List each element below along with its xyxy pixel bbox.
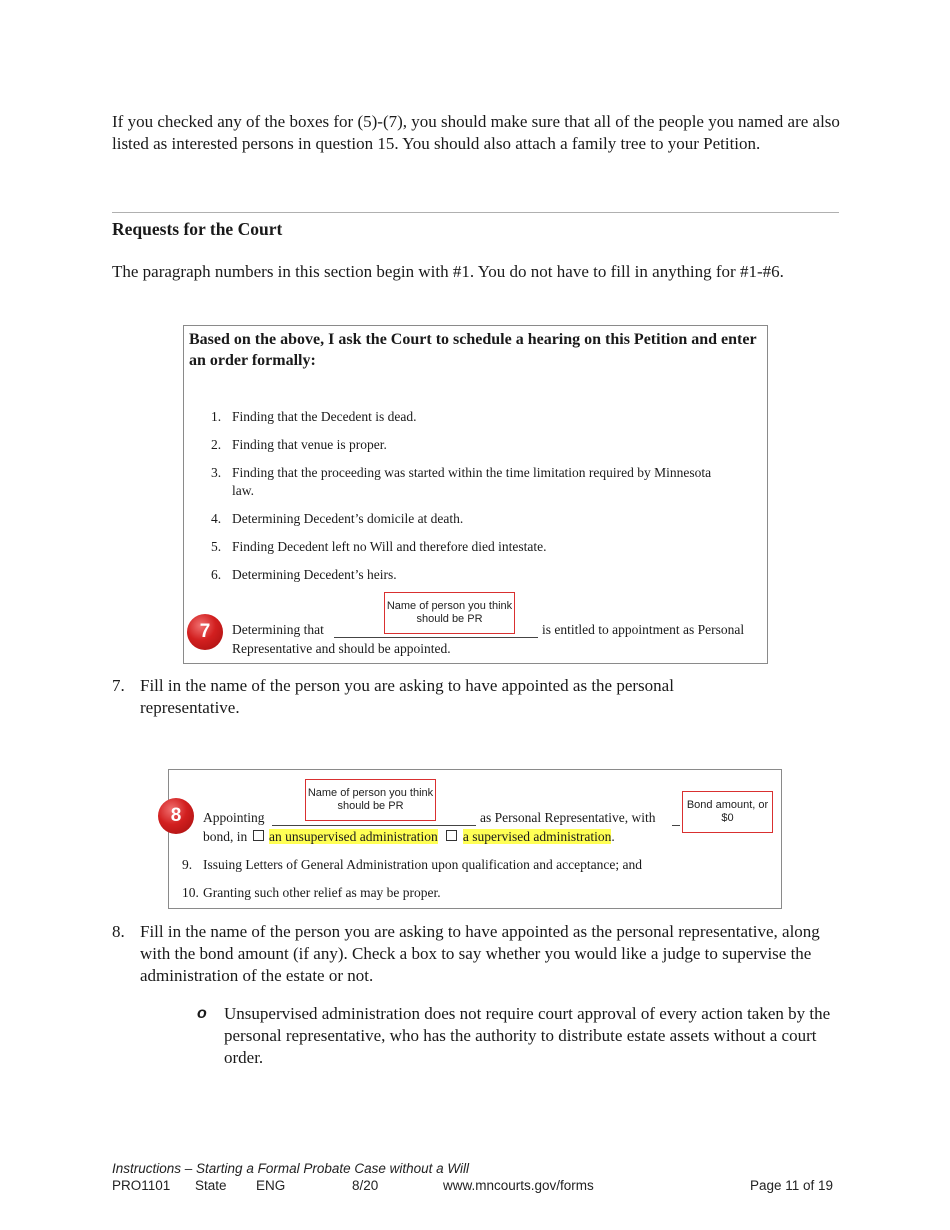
name-callout: Name of person you think should be PR: [384, 592, 515, 634]
bond-in-label: bond, in: [203, 829, 248, 844]
footer-url[interactable]: www.mncourts.gov/forms: [443, 1178, 594, 1193]
bond-callout: Bond amount, or $0: [682, 791, 773, 833]
list-item: Determining Decedent’s heirs.: [232, 567, 397, 582]
item7-suffix: is entitled to appointment as Personal: [542, 622, 745, 637]
petition-excerpt-box-1: [183, 325, 768, 664]
supervised-option: a supervised administration: [462, 829, 612, 844]
instruction-8-number: 8.: [112, 922, 125, 941]
intro-paragraph: If you checked any of the boxes for (5)-(7), you should make sure that all of the people you named are also listed as interested persons in question 15. You should also attach a family tree to your Petition.: [112, 112, 840, 153]
as-pr-label: as Personal Representative, with: [480, 810, 656, 825]
bond-options-line: [203, 828, 615, 846]
footer-title: Instructions – Starting a Formal Probate Case without a Will: [112, 1161, 470, 1176]
list-item: Granting such other relief as may be proper.: [203, 885, 441, 900]
step-7-badge: 7: [187, 614, 223, 650]
name-blank-line[interactable]: [272, 825, 476, 826]
unsupervised-checkbox[interactable]: [253, 830, 264, 841]
section-title: Requests for the Court: [112, 219, 283, 239]
footer-date: 8/20: [352, 1178, 379, 1193]
bullet-text: Unsupervised administration does not require court approval of every action taken by the personal representative, who has the authority to distribute estate assets without a court order.: [224, 1004, 831, 1067]
box1-heading: Based on the above, I ask the Court to schedule a hearing on this Petition and enter an order formally:: [189, 331, 757, 369]
list-item: Finding that venue is proper.: [232, 437, 387, 452]
supervised-checkbox[interactable]: [446, 830, 457, 841]
list-item-continued: law.: [232, 483, 254, 498]
footer-form-id: PRO1101: [112, 1178, 171, 1193]
footer-state: State: [195, 1178, 227, 1193]
unsupervised-option: an unsupervised administration: [269, 829, 438, 844]
name-callout: Name of person you think should be PR: [305, 779, 436, 821]
list-item-number: 2.: [211, 437, 222, 452]
item7-line2: Representative and should be appointed.: [232, 641, 451, 656]
item7-prefix: Determining that: [232, 622, 324, 637]
list-item-number: 6.: [211, 567, 222, 582]
list-item-number: 5.: [211, 539, 222, 554]
list-item-number: 1.: [211, 409, 222, 424]
bullet-marker: o: [197, 1005, 207, 1022]
appointing-label: Appointing: [203, 810, 265, 825]
list-item: Issuing Letters of General Administration upon qualification and acceptance; and: [203, 857, 642, 872]
section-note: The paragraph numbers in this section begin with #1. You do not have to fill in anything for #1-#6.: [112, 262, 784, 281]
footer-language: ENG: [256, 1178, 286, 1193]
list-item-number: 9.: [182, 857, 193, 872]
list-item-number: 4.: [211, 511, 222, 526]
list-item: Finding Decedent left no Will and therefore died intestate.: [232, 539, 547, 554]
step-8-badge: 8: [158, 798, 194, 834]
list-item-number: 3.: [211, 465, 222, 480]
bond-blank-line[interactable]: [672, 825, 680, 826]
section-divider: [112, 212, 839, 213]
name-blank-line[interactable]: [334, 637, 538, 638]
instruction-7-text: Fill in the name of the person you are asking to have appointed as the personal representative.: [140, 676, 674, 717]
instruction-8-text: Fill in the name of the person you are asking to have appointed as the personal representative, along with the bond amount (if any). Check a box to say whether you would like a judge to supervise the administration of the estate or not.: [140, 922, 820, 985]
instruction-7-number: 7.: [112, 676, 125, 695]
list-item: Finding that the Decedent is dead.: [232, 409, 417, 424]
petition-excerpt-box-2: [168, 769, 782, 909]
footer-page-number: Page 11 of 19: [750, 1178, 834, 1193]
list-item: Determining Decedent’s domicile at death.: [232, 511, 464, 526]
period: .: [611, 829, 615, 844]
list-item-number: 10.: [182, 885, 199, 900]
list-item: Finding that the proceeding was started within the time limitation required by Minnesota: [232, 465, 712, 480]
